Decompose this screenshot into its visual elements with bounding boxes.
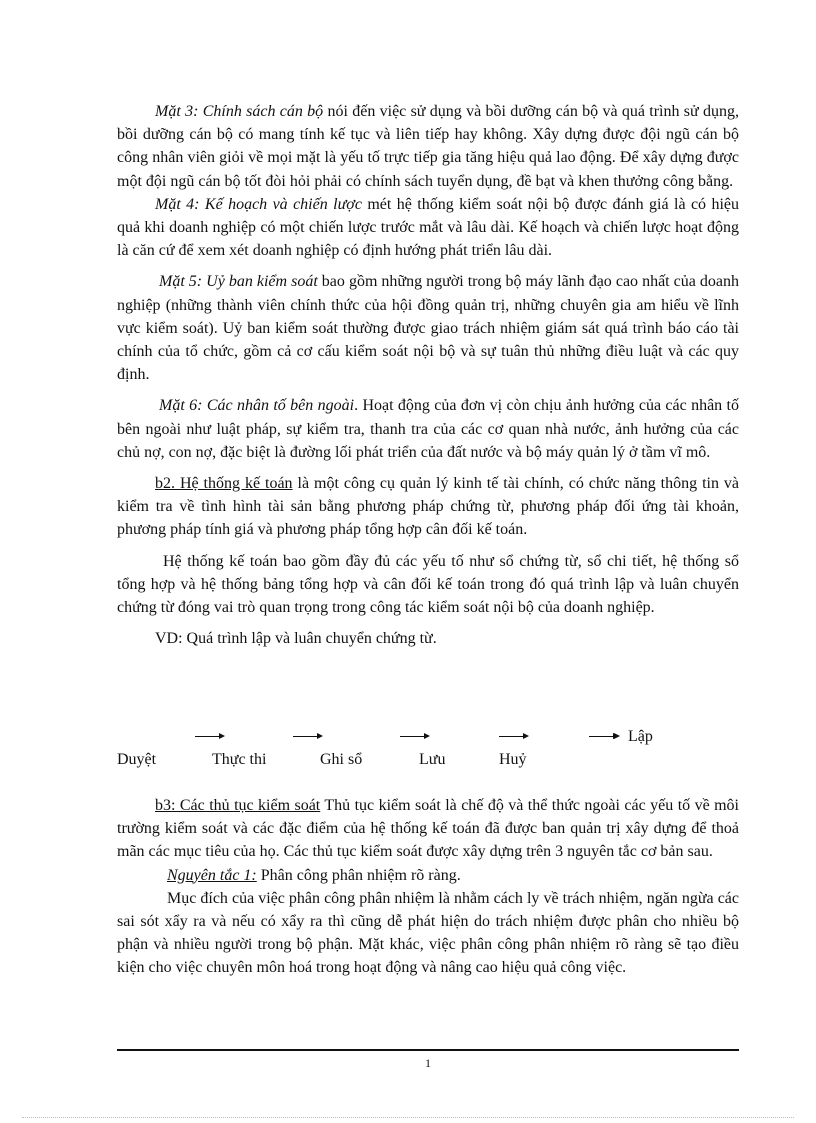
arrow-icon [499,736,527,737]
flow-step: Ghi sổ [320,751,363,768]
heading-b2: b2. Hệ thống kế toán [155,475,293,493]
flow-step: Lưu [419,751,446,768]
heading-mat3: Mặt 3: Chính sách cán bộ [155,103,324,120]
arrow-icon [400,736,428,737]
page-bottom-dotted-line [22,1117,794,1118]
text-mat4: mét hệ thống kiểm soát nội bộ được đánh giá là có hiệu quả khi doanh nghiệp có một chiến lược trước mắt và lâu dài. Kế hoạch và chiến lược hoạt động là căn cứ để xem xét doanh nghiệp có định hướng phát triển lâu dài. [117,195,739,260]
paragraph-principle1 [117,864,739,887]
body-text-lower [117,794,739,980]
paragraph-mat4 [117,193,739,263]
text-mat6: . Hoạt động của đơn vị còn chịu ảnh hưởng của các nhân tố bên ngoài như luật pháp, sự kiểm tra, thanh tra của các cơ quan nhà nước, ảnh hưởng của các chủ nợ, con nợ, đặc biệt là đường lối phát triển của đất nước và bộ máy quản lý ở tầm vĩ mô. [117,397,739,461]
paragraph-principle1-detail: Mục đích của việc phân công phân nhiệm là nhằm cách ly về trách nhiệm, ngăn ngừa các sai sót xẩy ra và nếu có xẩy ra thì cũng dễ phát hiện do trách nhiệm được phân cho nhiều bộ phận và nhiều người trong bộ phận. Mặt khác, việc phân công phân nhiệm rõ ràng sẽ tạo điều kiện cho việc chuyên môn hoá trong hoạt động và nâng cao hiệu quả công việc. [117,889,739,977]
paragraph-mat6 [117,394,739,464]
flow-step: Huỷ [499,751,527,768]
page-number: 1 [425,1056,431,1070]
heading-principle1: Nguyên tắc 1: [167,866,257,884]
arrow-icon [590,736,618,737]
arrow-icon [195,736,223,737]
text-mat5: bao gồm những người trong bộ máy lãnh đạo cao nhất của doanh nghiệp (những thành viên chính thức của hội đồng quản trị, những chuyên gia am hiểu về lĩnh vực kiểm soát). Uỷ ban kiểm soát thường được giao trách nhiệm giám sát quá trình báo cáo tài chính của tổ chức, gồm cả cơ cấu kiểm soát nội bộ và sự tuân thủ những điều luật và các quy định. [117,273,739,384]
body-text-upper [117,100,739,650]
text-b2: là một công cụ quản lý kinh tế tài chính, có chức năng thông tin và kiểm tra về tình hình tài sản bằng phương pháp chứng từ, phương pháp đối ứng tài khoản, phương pháp tính giá và phương pháp tổng hợp cân đối kế toán. [117,475,740,539]
paragraph-mat5 [117,270,739,386]
document-flow-diagram [117,727,739,777]
paragraph-b3 [117,794,739,864]
example-line: VD: Quá trình lập và luân chuyển chứng từ. [155,630,437,648]
flow-step: Thực thi [212,751,267,768]
footer-rule [117,1049,739,1051]
flow-top-label: Lập [628,728,653,745]
paragraph-b2-detail: Hệ thống kế toán bao gồm đầy đủ các yếu tố như sổ chứng từ, sổ chi tiết, hệ thống sổ tổng hợp và hệ thống bảng tổng hợp và cân đối kế toán trong đó quá trình lập và luân chuyển chứng từ đóng vai trò quan trọng trong công tác kiểm soát nội bộ của doanh nghiệp. [117,552,739,617]
heading-mat6: Mặt 6: Các nhân tố bên ngoài [159,397,355,415]
text-b3: Thủ tục kiểm soát là chế độ và thể thức ngoài các yếu tố về môi trường kiểm soát và các đặc điểm của hệ thống kế toán đã được ban quản trị xây dựng để thoả mãn các mục tiêu của họ. Các thủ tục kiểm soát được xây dựng trên 3 nguyên tắc cơ bản sau. [117,797,739,861]
paragraph-mat3 [117,100,739,193]
flow-step: Duyệt [117,751,157,768]
paragraph-b2 [117,472,739,542]
heading-b3: b3: Các thủ tục kiểm soát [155,797,321,814]
arrow-icon [293,736,321,737]
heading-mat4: Mặt 4: Kế hoạch và chiến lược [155,195,362,213]
text-principle1: Phân công phân nhiệm rõ ràng. [256,866,461,884]
heading-mat5: Mặt 5: Uỷ ban kiểm soát [159,273,318,291]
text-mat3: nói đến việc sử dụng và bồi dưỡng cán bộ và quá trình sử dụng, bồi dưỡng cán bộ có mang tính kế tục và liên tiếp hay không. Xây dựng được đội ngũ cán bộ công nhân viên giỏi về mọi mặt là yếu tố trực tiếp gia tăng hiệu quả lao động. Để xây dựng được một đội ngũ cán bộ tốt đòi hỏi phải có chính sách tuyển dụng, đề bạt và khen thưởng công bằng. [117,103,740,190]
